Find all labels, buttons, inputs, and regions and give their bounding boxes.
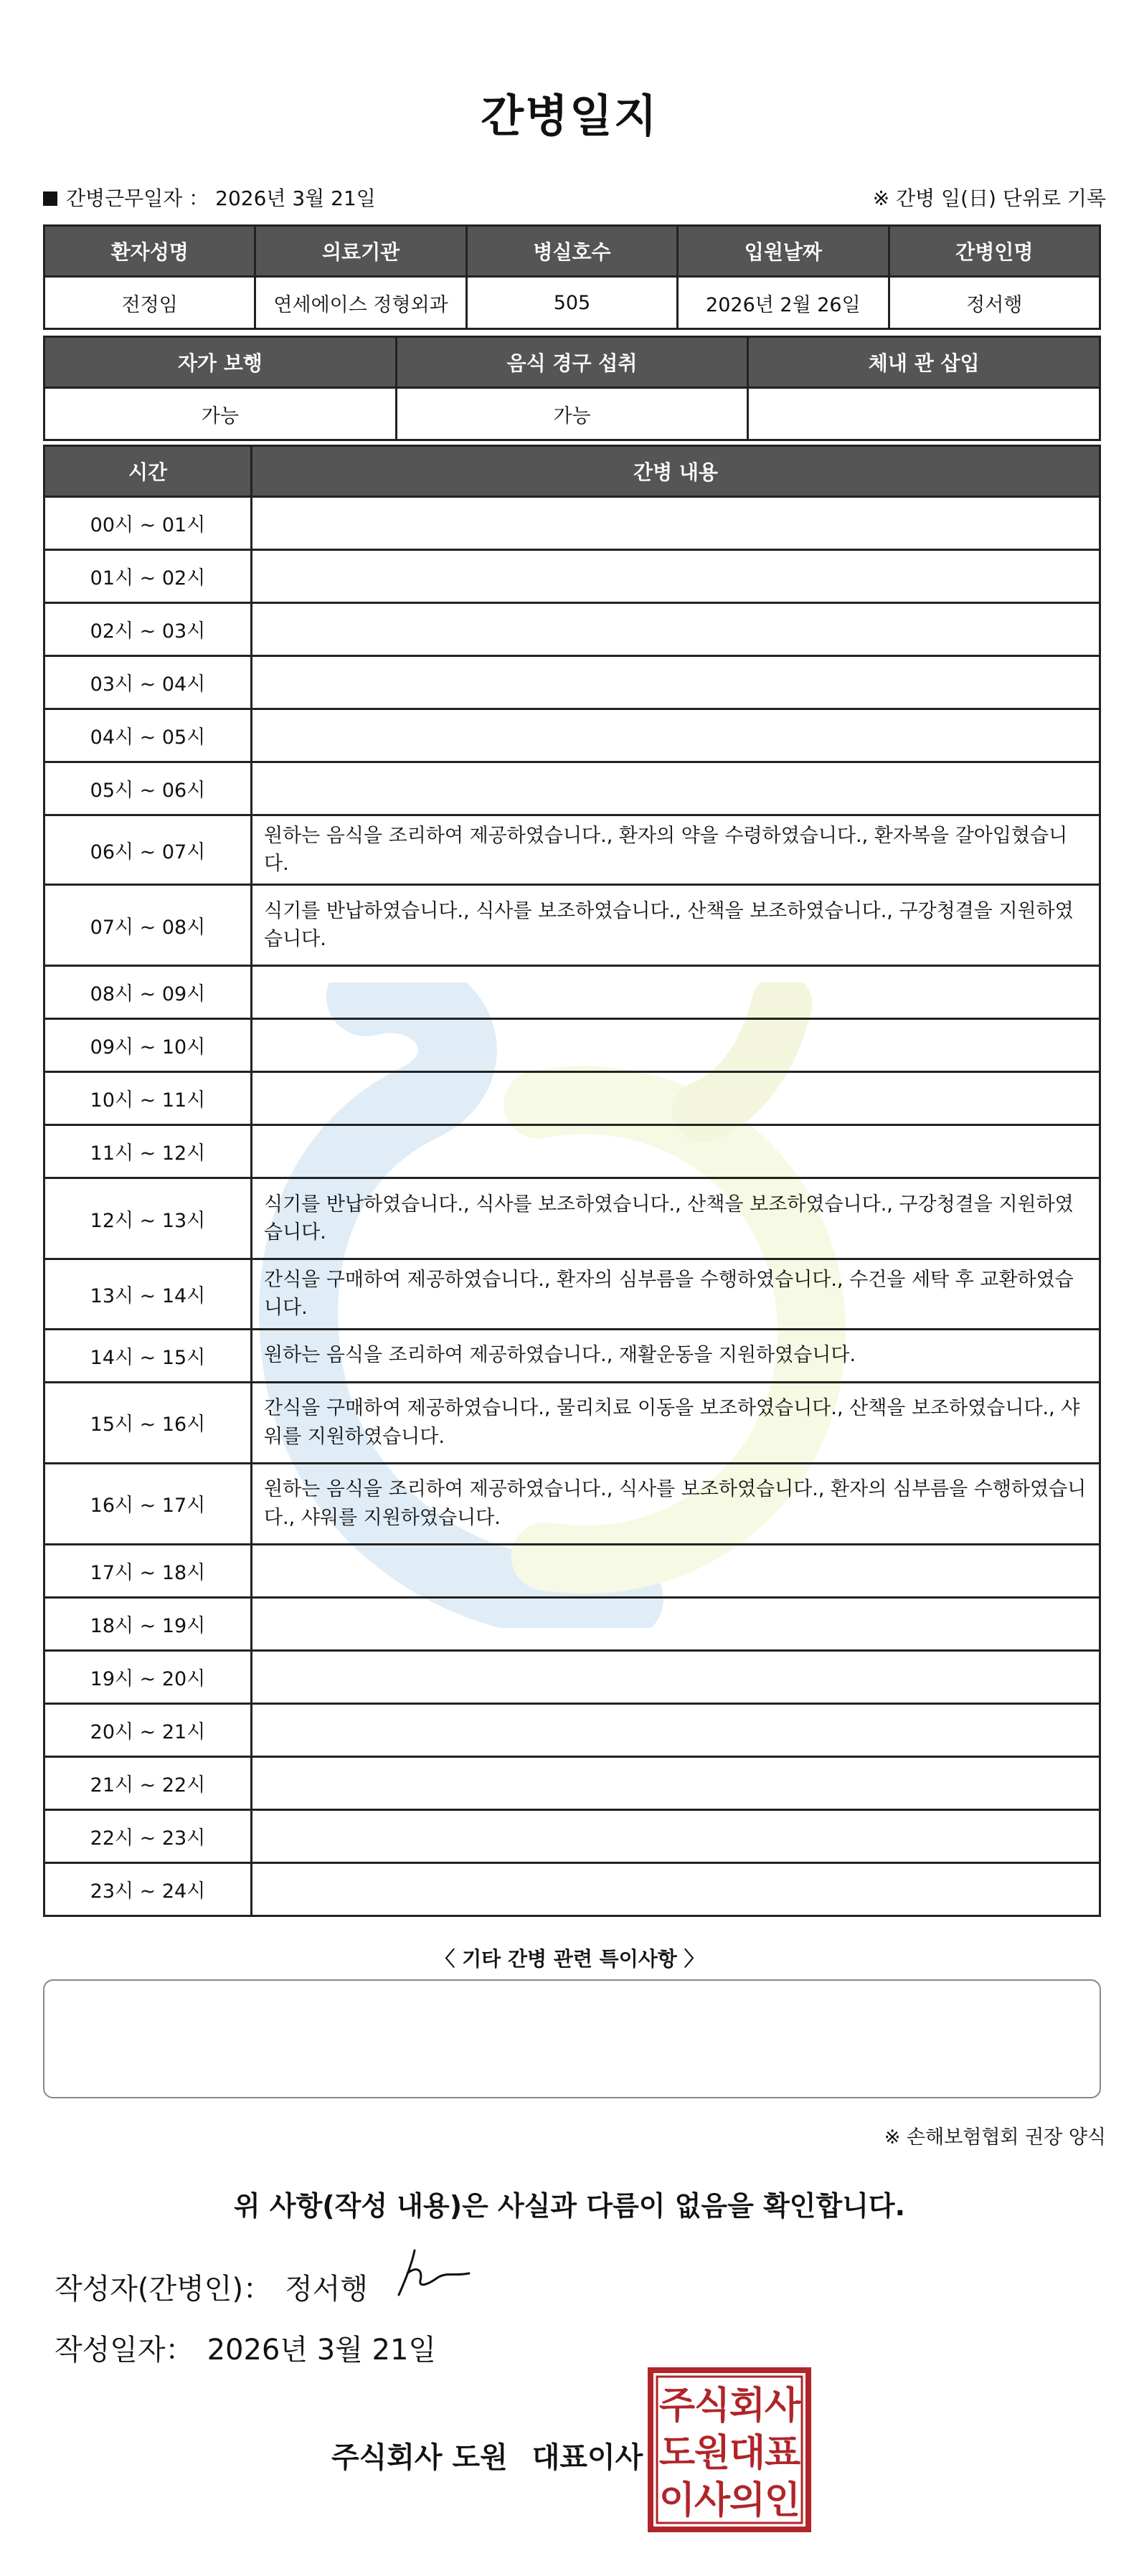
header-tube: 체내 관 삽입 [748,337,1100,388]
schedule-content [252,762,1100,815]
seal-glyph: 이 [658,2478,696,2522]
schedule-content [252,497,1100,550]
caregiver-name: 정서행 [889,277,1100,329]
schedule-time: 11시 ~ 12시 [44,1125,252,1178]
schedule-row [44,1862,1100,1916]
header-care-content: 간병 내용 [252,446,1100,497]
write-date-label: 작성일자： [55,2334,194,2367]
schedule-content: 식기를 반납하였습니다., 식사를 보조하였습니다., 산책을 보조하였습니다., 구강청결을 지원하였습니다. [252,1178,1100,1259]
schedule-row [44,1072,1100,1125]
unit-note: ※ 간병 일(日) 단위로 기록 [872,186,1106,210]
schedule-row [44,1544,1100,1597]
company-line [331,2435,643,2476]
room-number: 505 [466,277,677,329]
schedule-time: 15시 ~ 16시 [44,1382,252,1463]
schedule-content: 원하는 음식을 조리하여 제공하였습니다., 재활운동을 지원하였습니다. [252,1329,1100,1382]
oral-intake-value: 가능 [396,388,748,440]
schedule-time: 13시 ~ 14시 [44,1259,252,1329]
seal-glyph: 주 [658,2384,696,2428]
schedule-time: 21시 ~ 22시 [44,1756,252,1809]
header-hospital: 의료기관 [255,226,466,277]
header-patient-name: 환자성명 [44,226,255,277]
schedule-row [44,966,1100,1019]
schedule-content [252,1650,1100,1703]
writer-name: 정서행 [285,2273,368,2306]
header-caregiver: 간병인명 [889,226,1100,277]
seal-glyph: 의 [729,2478,766,2522]
square-bullet-icon [43,191,57,206]
schedule-content [252,1125,1100,1178]
schedule-content [252,1703,1100,1756]
patient-name: 전정임 [44,277,255,329]
document-title: 간병일지 [481,90,658,142]
work-date-separator: ： [189,186,209,210]
schedule-time: 16시 ~ 17시 [44,1463,252,1544]
schedule-time: 22시 ~ 23시 [44,1809,252,1862]
schedule-row [44,1650,1100,1703]
schedule-content [252,603,1100,656]
admission-date: 2026년 2월 26일 [678,277,889,329]
schedule-time: 01시 ~ 02시 [44,550,252,603]
header-oral-intake: 음식 경구 섭취 [396,337,748,388]
schedule-row [44,1259,1100,1329]
schedule-time: 17시 ~ 18시 [44,1544,252,1597]
schedule-row [44,1125,1100,1178]
seal-glyph: 도 [658,2431,696,2475]
schedule-time: 02시 ~ 03시 [44,603,252,656]
schedule-time: 00시 ~ 01시 [44,497,252,550]
work-date-label: 간병근무일자 [66,186,183,210]
write-date-line [55,2327,436,2368]
schedule-row [44,603,1100,656]
header-walking: 자가 보행 [44,337,397,388]
schedule-row [44,885,1100,966]
schedule-body [44,497,1100,1916]
schedule-time: 19시 ~ 20시 [44,1650,252,1703]
representative-title: 대표이사 [531,2441,643,2474]
schedule-time: 07시 ~ 08시 [44,885,252,966]
header-admission-date: 입원날짜 [678,226,889,277]
patient-ability-table [43,336,1101,441]
schedule-row [44,1809,1100,1862]
schedule-row [44,1019,1100,1072]
schedule-content [252,656,1100,709]
schedule-content [252,1809,1100,1862]
schedule-time: 06시 ~ 07시 [44,815,252,885]
form-note: ※ 손해보험협회 권장 양식 [884,2126,1106,2149]
schedule-time: 05시 ~ 06시 [44,762,252,815]
schedule-row [44,550,1100,603]
schedule-content [252,709,1100,762]
schedule-content [252,1544,1100,1597]
header-room: 병실호수 [466,226,677,277]
seal-glyph: 원 [694,2431,731,2475]
schedule-content: 간식을 구매하여 제공하였습니다., 물리치료 이동을 보조하였습니다., 산책을 보조하였습니다., 샤워를 지원하였습니다. [252,1382,1100,1463]
confirm-statement: 위 사항(작성 내용)은 사실과 다름이 없음을 확인합니다. [233,2190,906,2222]
schedule-time: 08시 ~ 09시 [44,966,252,1019]
schedule-time: 03시 ~ 04시 [44,656,252,709]
schedule-row [44,709,1100,762]
schedule-row [44,1178,1100,1259]
seal-glyph: 회 [729,2384,766,2428]
hospital-name: 연세에이스 정형외과 [255,277,466,329]
schedule-content [252,1862,1100,1916]
schedule-content [252,1072,1100,1125]
company-seal-stamp [647,2367,812,2533]
notes-box [43,1979,1101,2098]
header-time: 시간 [44,446,252,497]
schedule-row [44,1329,1100,1382]
notes-label: 〈 기타 간병 관련 특이사항 〉 [435,1947,704,1971]
tube-value [748,388,1100,440]
schedule-row [44,497,1100,550]
writer-label: 작성자(간병인)： [55,2273,273,2306]
schedule-content: 원하는 음식을 조리하여 제공하였습니다., 식사를 보조하였습니다., 환자의 심부름을 수행하였습니다., 샤워를 지원하였습니다. [252,1463,1100,1544]
seal-glyph: 식 [694,2384,731,2428]
schedule-content [252,966,1100,1019]
writer-line [55,2266,368,2307]
signature-image [394,2245,473,2302]
schedule-row [44,1597,1100,1650]
work-date-value: 2026년 3월 21일 [215,186,376,210]
care-schedule-table [43,445,1101,1917]
schedule-time: 10시 ~ 11시 [44,1072,252,1125]
walking-value: 가능 [44,388,397,440]
seal-glyph: 인 [764,2478,801,2522]
schedule-time: 23시 ~ 24시 [44,1862,252,1916]
seal-glyph: 사 [764,2384,801,2428]
schedule-time: 14시 ~ 15시 [44,1329,252,1382]
schedule-content [252,1597,1100,1650]
schedule-content: 간식을 구매하여 제공하였습니다., 환자의 심부름을 수행하였습니다., 수건을 세탁 후 교환하였습니다. [252,1259,1100,1329]
seal-glyph: 대 [729,2431,766,2475]
schedule-content [252,1019,1100,1072]
company-name: 주식회사 도원 [331,2441,508,2474]
schedule-time: 12시 ~ 13시 [44,1178,252,1259]
schedule-time: 09시 ~ 10시 [44,1019,252,1072]
write-date-value: 2026년 3월 21일 [207,2334,437,2367]
seal-glyph: 표 [764,2431,801,2475]
schedule-row [44,762,1100,815]
schedule-time: 20시 ~ 21시 [44,1703,252,1756]
schedule-content: 원하는 음식을 조리하여 제공하였습니다., 환자의 약을 수령하였습니다., 환자복을 갈아입혔습니다. [252,815,1100,885]
work-date-line [43,183,376,212]
seal-glyph: 사 [694,2478,731,2522]
schedule-content [252,550,1100,603]
schedule-row [44,815,1100,885]
patient-info-table [43,224,1101,330]
schedule-row [44,656,1100,709]
schedule-time: 18시 ~ 19시 [44,1597,252,1650]
schedule-time: 04시 ~ 05시 [44,709,252,762]
schedule-content: 식기를 반납하였습니다., 식사를 보조하였습니다., 산책을 보조하였습니다., 구강청결을 지원하였습니다. [252,885,1100,966]
schedule-row [44,1703,1100,1756]
schedule-row [44,1756,1100,1809]
schedule-row [44,1382,1100,1463]
schedule-content [252,1756,1100,1809]
schedule-row [44,1463,1100,1544]
